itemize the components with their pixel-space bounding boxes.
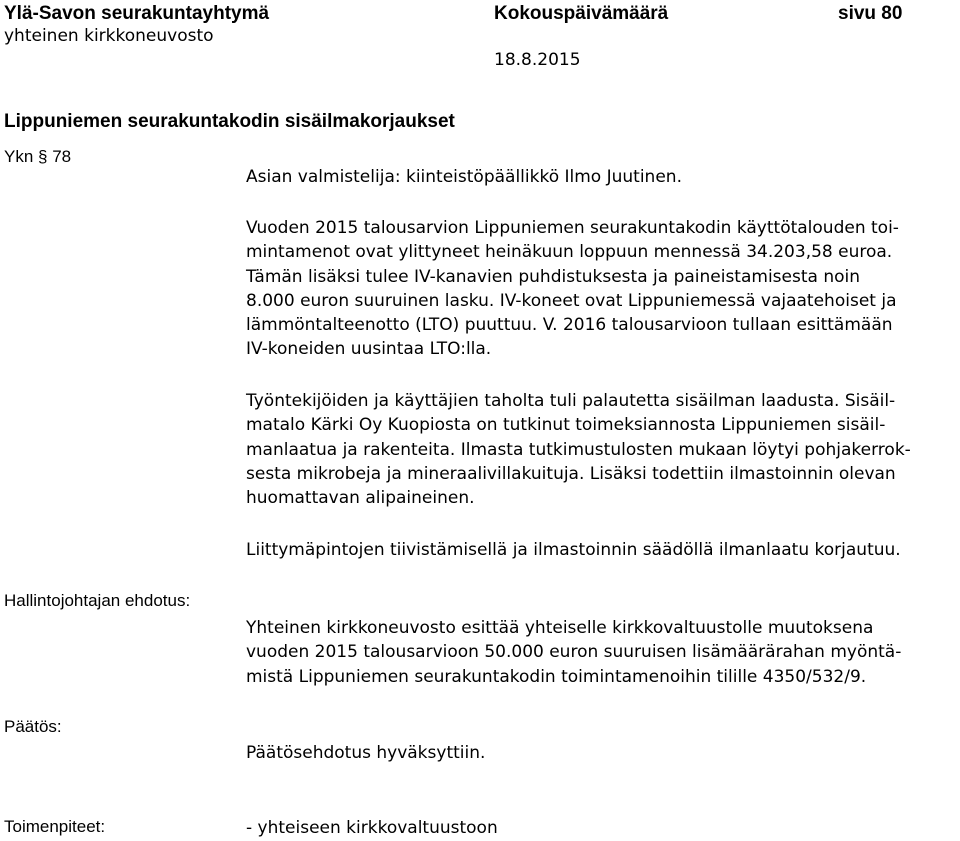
- text-line: mistä Lippuniemen seurakuntakodin toimintamenoihin tilille 4350/532/9.: [246, 666, 867, 687]
- paragraph-conclusion: Liittymäpintojen tiivistämisellä ja ilmastoinnin säädöllä ilmanlaatu korjautuu.: [246, 540, 901, 560]
- text-line: Yhteinen kirkkoneuvosto esittää yhteiselle kirkkovaltuustolle muutoksena: [246, 618, 874, 638]
- paragraph-budget-overrun: [246, 216, 899, 362]
- proposal-text: [246, 616, 901, 689]
- organization-name: Ylä-Savon seurakuntayhtymä: [4, 3, 270, 24]
- text-line: 8.000 euron suuruinen lasku. IV-koneet ovat Lippuniemessä vajaatehoiset ja: [246, 290, 897, 311]
- text-line: Vuoden 2015 talousarvion Lippuniemen seurakuntakodin käyttötalouden toi-: [246, 218, 899, 238]
- text-line: matalo Kärki Oy Kuopiosta on tutkinut toimeksiannosta Lippuniemen sisäil-: [246, 415, 886, 436]
- text-line: Tämän lisäksi tulee IV-kanavien puhdistuksesta ja paineistamisesta noin: [246, 266, 861, 287]
- text-line: Työntekijöiden ja käyttäjien taholta tuli palautetta sisäilman laadusta. Sisäil-: [246, 391, 896, 411]
- governing-body: yhteinen kirkkoneuvosto: [4, 26, 214, 46]
- text-line: huomattavan alipaineinen.: [246, 488, 475, 509]
- page-number: sivu 80: [838, 3, 903, 24]
- text-line: lämmöntalteenotto (LTO) puuttuu. V. 2016 talousarvioon tullaan esittämään: [246, 315, 893, 336]
- text-line: IV-koneiden uusintaa LTO:lla.: [246, 339, 492, 360]
- preparer-line: Asian valmistelija: kiinteistöpäällikkö Ilmo Juutinen.: [246, 167, 682, 187]
- item-number: Ykn § 78: [4, 147, 72, 166]
- decision-label: Päätös:: [4, 717, 62, 736]
- actions-label: Toimenpiteet:: [4, 817, 106, 836]
- text-line: sesta mikrobeja ja mineraalivillakuituja. Lisäksi todettiin ilmastoinnin olevan: [246, 463, 896, 484]
- actions-text: - yhteiseen kirkkovaltuustoon: [246, 818, 498, 838]
- meeting-date: 18.8.2015: [494, 50, 581, 70]
- section-title: Lippuniemen seurakuntakodin sisäilmakorjaukset: [4, 111, 455, 132]
- decision-text: Päätösehdotus hyväksyttiin.: [246, 743, 486, 763]
- meeting-date-label: Kokouspäivämäärä: [494, 3, 669, 24]
- text-line: mintamenot ovat ylittyneet heinäkuun loppuun mennessä 34.203,58 euroa.: [246, 242, 893, 263]
- paragraph-indoor-air-feedback: [246, 389, 911, 510]
- proposal-label: Hallintojohtajan ehdotus:: [4, 591, 191, 610]
- text-line: manlaatua ja rakenteita. Ilmasta tutkimustulosten mukaan löytyi pohjakerrok-: [246, 439, 911, 460]
- text-line: vuoden 2015 talousarvioon 50.000 euron suuruisen lisämäärärahan myöntä-: [246, 642, 902, 663]
